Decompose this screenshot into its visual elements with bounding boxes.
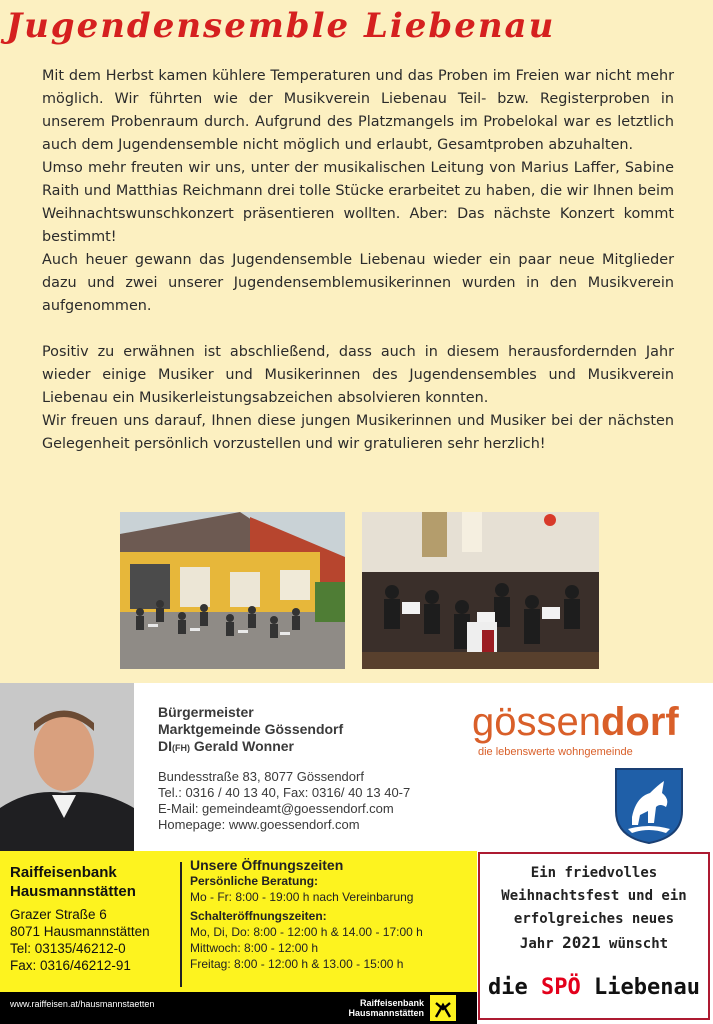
opening-hours: [190, 857, 423, 972]
party-article: die: [488, 975, 528, 1000]
bank-name: [10, 863, 136, 901]
article-body: [42, 65, 674, 456]
consult-hours: Mo - Fr: 8:00 - 19:00 h nach Vereinbarung: [190, 890, 414, 904]
greeting-line: erfolgreiches neues: [513, 911, 675, 927]
mayor-name-line: [158, 738, 410, 757]
greeting-line: Ein friedvolles: [530, 865, 658, 881]
bank-brand: [328, 998, 424, 1018]
bank-fax: Fax: 0316/46212-91: [10, 958, 131, 973]
municipality-name: Marktgemeinde Gössendorf: [158, 721, 344, 737]
greeting-line: Weihnachtsfest und ein: [501, 888, 687, 904]
counter-hours-line: Mo, Di, Do: 8:00 - 12:00 h & 14.00 - 17:00 h: [190, 925, 423, 939]
bank-tel: Tel: 03135/46212-0: [10, 941, 126, 956]
greeting-text: [480, 862, 708, 956]
mayor-title: Bürgermeister: [158, 704, 254, 720]
mayor-contact-block: [158, 704, 410, 833]
bank-brand-line-1: Raiffeisenbank: [359, 998, 424, 1008]
party-signature: [480, 975, 708, 1000]
bank-name-line-2: Hausmannstätten: [10, 883, 136, 900]
bank-address: [10, 906, 150, 974]
article-paragraph: Mit dem Herbst kamen kühlere Temperaturen und das Proben im Freien war nicht mehr möglich. Wir führten wie der Musikverein Liebenau Teil- bzw. Registerproben in unserem Probenraum durch. Aufgrund des Platzmangels im Probelokal war es letztlich auch dem Jugendensemble nicht möglich und erlaubt, Gesamtproben abzuhalten.: [42, 68, 674, 153]
municipality-email[interactable]: E-Mail: gemeindeamt@goessendorf.com: [158, 801, 394, 816]
greeting-year: 2021: [562, 933, 601, 952]
concert-photo: [362, 512, 599, 669]
mayor-portrait: [0, 683, 134, 851]
bank-street: Grazer Straße 6: [10, 907, 107, 922]
outdoor-rehearsal-photo: [120, 512, 345, 669]
greeting-word: Jahr: [519, 936, 554, 952]
article-paragraph: Umso mehr freuten wir uns, unter der musikalischen Leitung von Marius Laffer, Sabine Raith und Matthias Reichmann drei tolle Stücke erarbeitet zu haben, die wir Ihnen beim Weihnachtswunschkonzert präsentieren wollten. Aber: Das nächste Konzert kommt bestimmt!: [42, 160, 674, 245]
article-paragraph: Positiv zu erwähnen ist abschließend, dass auch in diesem herausfordernden Jahr wieder einige Musiker und Musikerinnen des Jugendensembles und Musikverein Liebenau ein Musikerleistungsabzeichen absolvieren konnten.: [42, 344, 674, 406]
greeting-word: wünscht: [609, 936, 669, 952]
goessendorf-logo: [472, 700, 679, 745]
party-location: Liebenau: [594, 975, 700, 1000]
degree-suffix: (FH): [172, 743, 190, 753]
consult-title: Persönliche Beratung:: [190, 874, 319, 888]
bank-brand-line-2: Hausmannstätten: [348, 1008, 424, 1018]
article-paragraph: Auch heuer gewann das Jugendensemble Liebenau wieder ein paar neue Mitglieder dazu und zwei unserer Jugendensemblemusikerinnen wurden in den Musikverein aufgenommen.: [42, 252, 674, 314]
raiffeisen-giebelkreuz-icon: [430, 995, 456, 1021]
counter-hours-line: Mittwoch: 8:00 - 12:00 h: [190, 941, 319, 955]
mayor-name: Gerald Wonner: [193, 738, 294, 754]
counter-hours-line: Freitag: 8:00 - 12:00 h & 13.00 - 15:00 h: [190, 957, 404, 971]
divider: [180, 862, 182, 987]
article-title: Jugendensemble Liebenau: [6, 6, 556, 46]
municipality-homepage[interactable]: Homepage: www.goessendorf.com: [158, 817, 360, 832]
logo-part-1: gössen: [472, 700, 601, 744]
degree-prefix: DI: [158, 738, 172, 754]
greeting-line-year: [480, 931, 708, 956]
municipality-address: Bundesstraße 83, 8077 Gössendorf: [158, 769, 364, 784]
party-name: SPÖ: [541, 975, 581, 1000]
municipality-phone: Tel.: 0316 / 40 13 40, Fax: 0316/ 40 13 40-7: [158, 785, 411, 800]
hours-title: Unsere Öffnungszeiten: [190, 857, 344, 873]
bank-city: 8071 Hausmannstätten: [10, 924, 150, 939]
goessendorf-tagline: die lebenswerte wohngemeinde: [478, 746, 633, 758]
bank-url[interactable]: www.raiffeisen.at/hausmannstaetten: [10, 999, 155, 1009]
bank-name-line-1: Raiffeisenbank: [10, 864, 117, 881]
article-paragraph: Wir freuen uns darauf, Ihnen diese jungen Musikerinnen und Musiker bei der nächsten Gelegenheit persönlich vorzustellen und wir gratulieren sehr herzlich!: [42, 413, 674, 452]
counter-title: Schalteröffnungszeiten:: [190, 909, 327, 923]
coat-of-arms-icon: [614, 767, 684, 845]
logo-part-2: dorf: [600, 700, 679, 744]
